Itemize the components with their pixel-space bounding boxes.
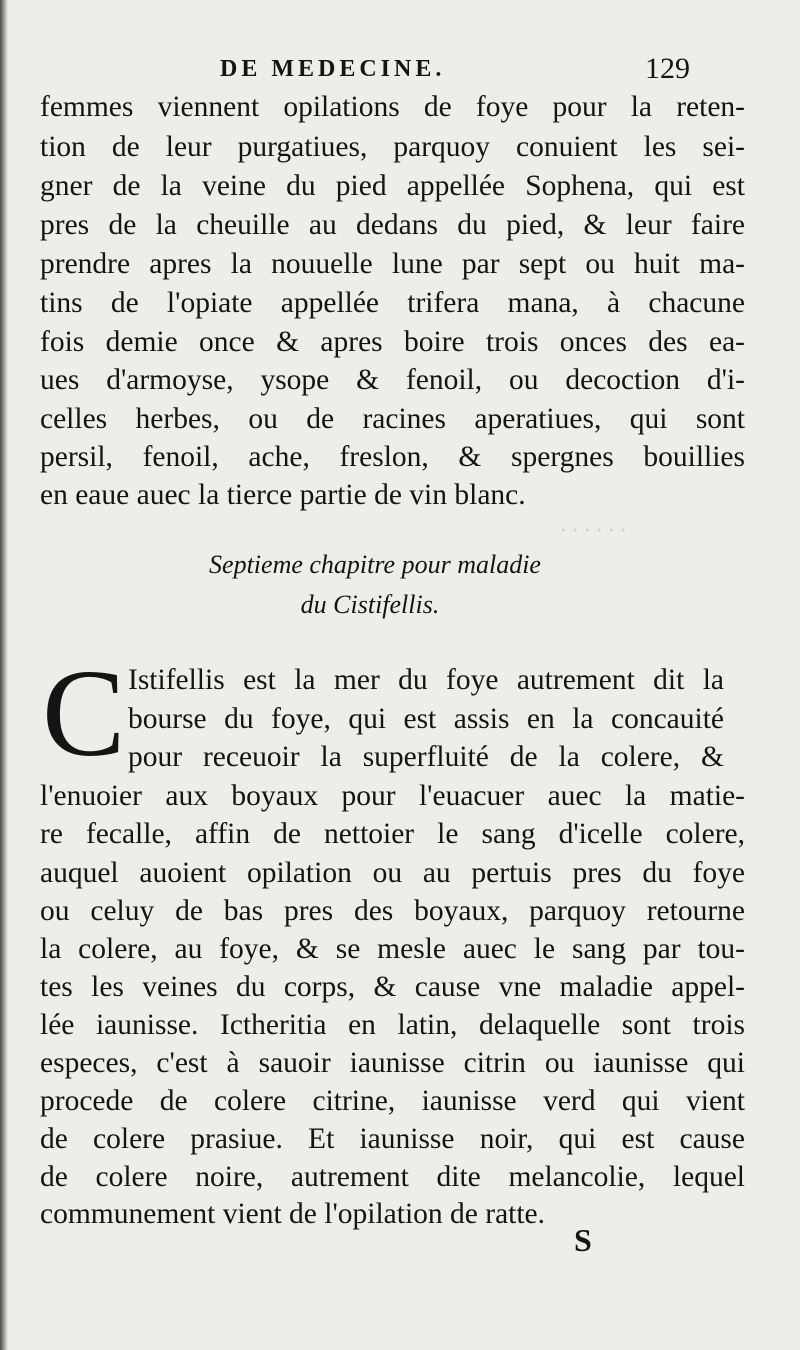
text-line: de colere prasiue. Et iaunisse noir, qui est cause [40,1123,745,1155]
text-line: especes, c'est à sauoir iaunisse citrin ou iaunisse qui [40,1047,745,1079]
text-line: Istifellis est la mer du foye autrement dit la [128,664,724,696]
text-line: procede de colere citrine, iaunisse verd qui vient [40,1085,745,1117]
text-line: de colere noire, autrement dite melancolie, lequel [40,1161,745,1193]
show-through-text: · · · · · · [560,518,626,544]
drop-cap: C [42,645,126,783]
text-line: persil, fenoil, ache, freslon, & spergnes bouillies [40,441,745,473]
text-line: fois demie once & apres boire trois onces des ea- [40,326,745,358]
text-line: ues d'armoyse, ysope & fenoil, ou decoction d'i- [40,364,745,396]
text-line: pres de la cheuille au dedans du pied, & leur faire [40,209,745,241]
chapter-heading-line-2: du Cistifellis. [300,590,440,619]
text-line: re fecalle, affin de nettoier le sang d'icelle colere, [40,818,745,850]
text-line: en eaue auec la tierce partie de vin blanc. [40,479,526,511]
running-title: DE MEDECINE. [220,56,446,82]
text-line: la colere, au foye, & se mesle auec le sang par tou- [40,933,745,965]
text-line: pour receuoir la superfluité de la colere, & [128,741,724,773]
text-line: lée iaunisse. Ictheritia en latin, delaquelle sont trois [40,1009,745,1041]
text-line: communement vient de l'opilation de ratte. [40,1198,546,1230]
text-line: tins de l'opiate appellée trifera mana, à chacune [40,287,745,319]
text-line: tes les veines du corps, & cause vne maladie appel- [40,971,745,1003]
text-line: celles herbes, ou de racines aperatiues, qui sont [40,403,745,435]
signature-mark: S [574,1222,592,1258]
text-line: femmes viennent opilations de foye pour la reten- [40,91,745,123]
text-line: prendre apres la nouuelle lune par sept ou huit ma- [40,248,745,280]
chapter-heading-line-1: Septieme chapitre pour maladie [209,550,541,579]
text-line: gner de la veine du pied appellée Sophena, qui est [40,170,745,202]
text-line: tion de leur purgatiues, parquoy conuient les sei- [40,131,745,163]
text-line: ou celuy de bas pres des boyaux, parquoy retourne [40,895,745,927]
text-line: bourse du foye, qui est assis en la concauité [128,703,724,735]
page-left-edge-shadow [0,0,8,1350]
text-line: auquel auoient opilation ou au pertuis pres du foye [40,857,745,889]
text-line: l'enuoier aux boyaux pour l'euacuer auec la matie- [40,780,745,812]
page-number: 129 [645,52,690,85]
